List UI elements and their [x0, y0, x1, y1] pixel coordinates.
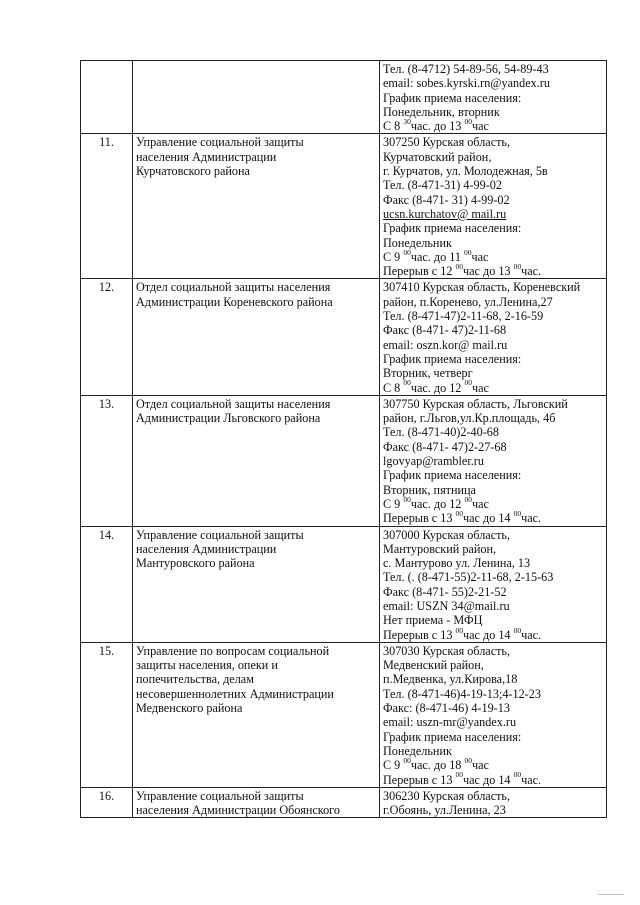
contact-info-line: ucsn.kurchatov@ mail.ru — [383, 206, 507, 221]
contact-info-cell — [380, 787, 607, 818]
row-number: 11. — [81, 134, 133, 279]
organization-name-cell — [133, 526, 380, 642]
table-row — [81, 134, 607, 279]
organization-name-line: Администрации Кореневского района — [136, 294, 333, 309]
organization-name-cell — [133, 395, 380, 526]
contact-info-line: п.Медвенка, ул.Кирова,18 — [383, 672, 518, 687]
contact-info-cell — [380, 642, 607, 787]
contact-info-line: Тел. (8-471-46)4-19-13;4-12-23 — [383, 686, 541, 701]
organization-name-line: несовершеннолетних Администрации — [136, 686, 334, 701]
contact-info-line: 306230 Курская область, — [383, 788, 511, 803]
table-row — [81, 787, 607, 818]
row-number: 15. — [81, 642, 133, 787]
contact-info-line: С 9 $^{00}$час. до 18 $^{00}$час — [383, 756, 489, 773]
contact-info-line: 307030 Курская область, — [383, 643, 511, 658]
table-row — [81, 526, 607, 642]
contact-info-line: Мантуровский район, — [383, 541, 497, 556]
contact-info-line: Факс (8-471- 55)2-21-52 — [383, 584, 507, 599]
contact-info-line: Курчатовский район, — [383, 149, 492, 164]
contact-info-line: Тел. (8-471-31) 4-99-02 — [383, 178, 502, 193]
offices-table — [80, 60, 607, 818]
contact-info-line: Перерыв с 12 $^{00}$час до 13 $^{00}$час. — [383, 262, 542, 279]
contact-info-line: Факс (8-471- 31) 4-99-02 — [383, 192, 510, 207]
organization-name-cell — [133, 787, 380, 818]
contact-info-line: Факс (8-471- 47)2-11-68 — [383, 323, 507, 338]
contact-info-line: Понедельник — [383, 743, 452, 758]
organization-name-line: населения Администрации Обоянского — [136, 803, 340, 818]
contact-info-line: Тел. (. (8-471-55)2-11-68, 2-15-63 — [383, 570, 554, 585]
contact-info-line: График приема населения: — [383, 90, 522, 105]
contact-info-line: lgovyap@rambler.ru — [383, 454, 484, 469]
contact-info-line: email: oszn.kor@ mail.ru — [383, 337, 508, 352]
organization-name-cell — [133, 279, 380, 395]
contact-info-line: с. Мантурово ул. Ленина, 13 — [383, 556, 531, 571]
contact-info-line: район, г.Льгов,ул.Кр.площадь, 4б — [383, 411, 556, 426]
contact-info-line: email: sobes.kyrski.rn@yandex.ru — [383, 76, 550, 91]
organization-name-cell — [133, 61, 380, 134]
contact-info-line: Медвенский район, — [383, 658, 484, 673]
contact-info-line: email: USZN 34@mail.ru — [383, 598, 510, 613]
contact-info-line: С 8 $^{30}$час. до 13 $^{00}$час — [383, 117, 489, 134]
organization-name-line: Отдел социальной защиты населения — [136, 396, 331, 411]
offices-table-body — [81, 61, 607, 818]
organization-name-line: Отдел социальной защиты населения — [136, 280, 331, 295]
contact-info-line: Тел. (8-471-47)2-11-68, 2-16-59 — [383, 309, 544, 324]
contact-info-line: Факс: (8-471-46) 4-19-13 — [383, 701, 510, 716]
contact-info-line: Перерыв с 13 $^{00}$час до 14 $^{00}$час. — [383, 625, 542, 642]
contact-info-line: район, п.Коренево, ул.Ленина,27 — [383, 294, 553, 309]
contact-info-line: Перерыв с 13 $^{00}$час до 14 $^{00}$час. — [383, 509, 542, 526]
contact-info-cell — [380, 134, 607, 279]
organization-name-line: Управление социальной защиты — [136, 135, 304, 150]
contact-info-line: Тел. (8-4712) 54-89-56, 54-89-43 — [383, 62, 549, 76]
contact-info-line: График приема населения: — [383, 221, 522, 236]
contact-info-line: 307000 Курская область, — [383, 527, 511, 542]
contact-info-line: График приема населения: — [383, 351, 522, 366]
contact-info-cell — [380, 395, 607, 526]
contact-info-line: Факс (8-471- 47)2-27-68 — [383, 439, 507, 454]
contact-info-line: График приема населения: — [383, 468, 522, 483]
contact-info-line: С 9 $^{00}$час. до 12 $^{00}$час — [383, 494, 489, 511]
contact-info-line: г.Обоянь, ул.Ленина, 23 — [383, 803, 506, 818]
contact-info-cell — [380, 526, 607, 642]
organization-name-cell — [133, 134, 380, 279]
table-row — [81, 395, 607, 526]
organization-name-line: Управление социальной защиты — [136, 788, 304, 803]
contact-info-line: С 9 $^{00}$час. до 11 $^{00}$час — [383, 247, 489, 264]
row-number: 14. — [81, 526, 133, 642]
contact-info-line: Понедельник, вторник — [383, 104, 500, 119]
contact-info-line: С 8 $^{00}$час. до 12 $^{00}$час — [383, 378, 489, 395]
contact-info-line: Вторник, пятница — [383, 482, 476, 497]
contact-info-line: Нет приема - МФЦ — [383, 613, 483, 628]
contact-info-line: 307250 Курская область, — [383, 135, 511, 150]
contact-info-cell — [380, 61, 607, 134]
organization-name-line: Мантуровского района — [136, 556, 255, 571]
organization-name-line: Курчатовского района — [136, 164, 250, 179]
row-number: 13. — [81, 395, 133, 526]
row-number: 12. — [81, 279, 133, 395]
organization-name-line: Администрации Льговского района — [136, 411, 321, 426]
contact-info-line: email: uszn-mr@yandex.ru — [383, 715, 517, 730]
organization-name-line: Медвенского района — [136, 701, 243, 716]
row-number: 16. — [81, 787, 133, 818]
page-edge-mark — [598, 894, 624, 895]
row-number — [81, 61, 133, 134]
contact-info-line: Тел. (8-471-40)2-40-68 — [383, 425, 499, 440]
contact-info-line: Перерыв с 13 $^{00}$час до 14 $^{00}$час. — [383, 770, 542, 787]
organization-name-line: Управление социальной защиты — [136, 527, 304, 542]
contact-info-line: г. Курчатов, ул. Молодежная, 5в — [383, 164, 548, 179]
organization-name-line: населения Администрации — [136, 149, 277, 164]
organization-name-line: Управление по вопросам социальной — [136, 643, 330, 658]
contact-info-line: Понедельник — [383, 235, 452, 250]
table-row — [81, 279, 607, 395]
organization-name-line: попечительства, делам — [136, 672, 254, 687]
organization-name-cell — [133, 642, 380, 787]
organization-name-line: защиты населения, опеки и — [136, 658, 278, 673]
table-row — [81, 642, 607, 787]
contact-info-cell — [380, 279, 607, 395]
contact-info-line: 307410 Курская область, Кореневский — [383, 280, 581, 295]
organization-name-line: населения Администрации — [136, 541, 277, 556]
contact-info-line: Вторник, четверг — [383, 366, 473, 381]
contact-info-line: 307750 Курская область, Льговский — [383, 396, 568, 411]
contact-info-line: График приема населения: — [383, 729, 522, 744]
table-row — [81, 61, 607, 134]
